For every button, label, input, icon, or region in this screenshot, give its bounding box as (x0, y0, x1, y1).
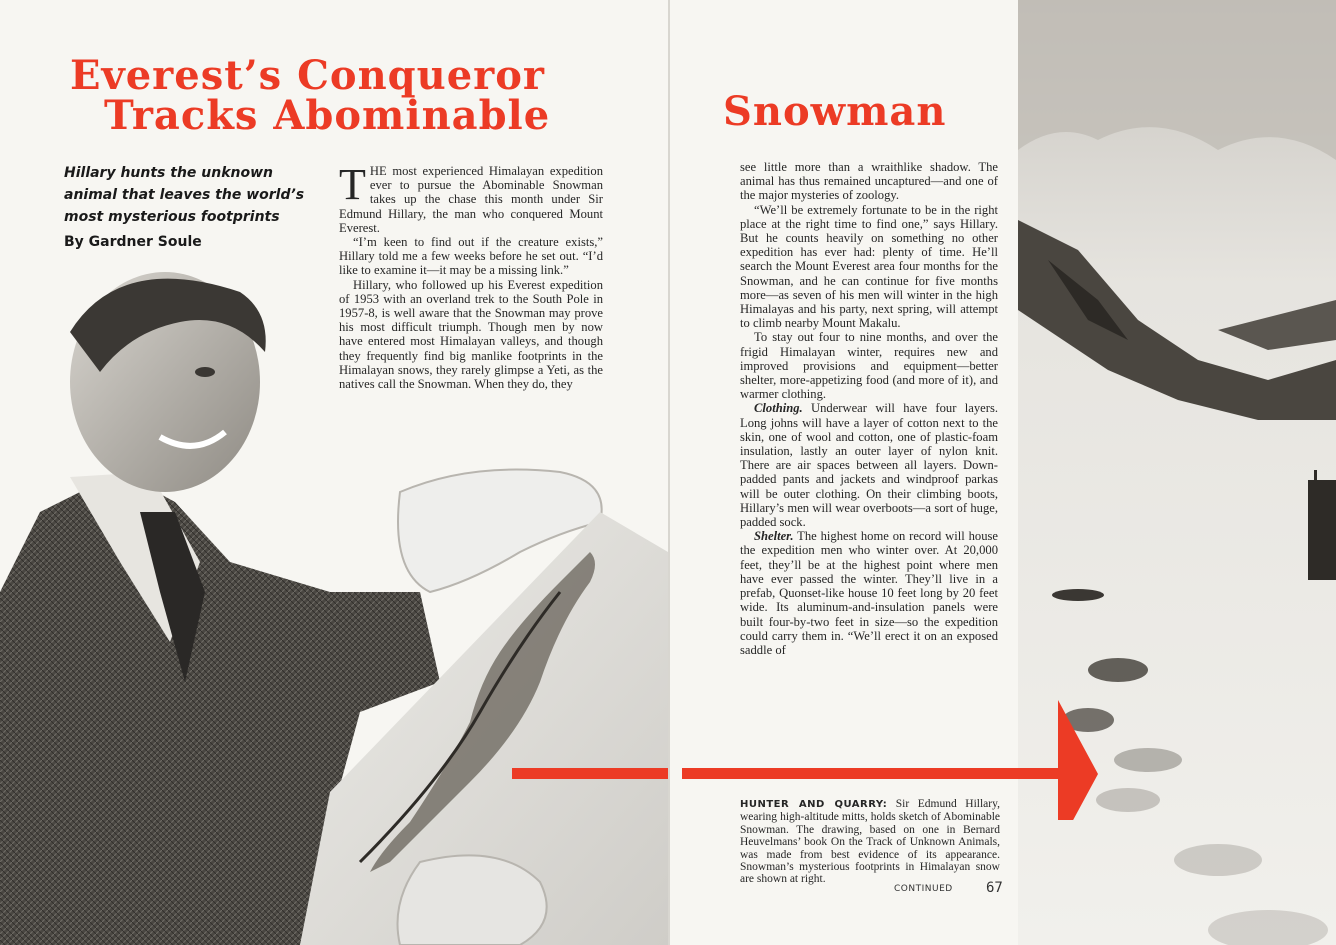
byline: By Gardner Soule (64, 234, 202, 250)
article-column-right (740, 160, 998, 657)
paragraph: THE most experienced Himalayan expedition ever to pursue the Abominable Snowman takes up the chase this month under Sir Edmund Hillary, the man who conquered Mount Everest. (339, 160, 603, 235)
paragraph: “I’m keen to find out if the creature exists,” Hillary told me a few weeks before he set out. “I’d like to examine it—it may be a missing link.” (339, 235, 603, 278)
right-page (670, 0, 1336, 945)
page-number: 67 (986, 880, 1003, 896)
headline-line-2: Tracks Abominable (104, 92, 551, 139)
paragraph: “We’ll be extremely fortunate to be in the right place at the right time to find one,” says Hillary. But he counts heavily on something no other expedition has ever had: plenty of time. He’ll search the Mount Everest area four months for the Snowman, and he can continue for five months more—as seven of his men will winter in the high Himalayas and his party, next spring, will attempt to climb nearby Mount Makalu. (740, 202, 998, 331)
drop-cap: T (339, 160, 366, 209)
article-deck: Hillary hunts the unknown animal that leaves the world’s most mysterious footprints (64, 165, 305, 225)
paragraph: Shelter. The highest home on record will house the expedition men who winter over. At 20,000 feet, they’ll be at the highest point where men have ever passed the winter. They’ll live in a prefab, Quonset-like house 10 feet long by 20 feet wide. Its aluminum-and-insulation panels were built four-by-two feet in size—so the expedition could carry them in. “We’ll erect it on an exposed saddle of (740, 529, 998, 657)
paragraph: see little more than a wraithlike shadow. The animal has thus remained uncaptured—and one of the major mysteries of zoology. (740, 160, 998, 203)
paragraph: To stay out four to nine months, and over the frigid Himalayan winter, requires new and improved provisions and equipment—better shelter, more-appetizing food (and more of it), and warmer clothing. (740, 330, 998, 402)
run-in-head: Shelter. (754, 529, 794, 544)
hillary-photo (0, 262, 668, 945)
paragraph: Hillary, who followed up his Everest expedition of 1953 with an overland trek to the South Pole in 1957-8, is well aware that the Snowman may prove his most difficult triumph. Though men by now have entered most Himalayan valleys, and though they frequently find big manlike footprints in the Himalayan snows, they rarely glimpse a Yeti, as the natives call the Snowman. When they do, they (339, 277, 603, 392)
paragraph: Clothing. Underwear will have four layers. Long johns will have a layer of cotton next to the skin, one of wool and cotton, one of plastic-foam insulation, lastly an outer layer of nylon knit. There are air spaces between all layers. Down-padded pants and jackets and windproof parkas will be outer clothing. On their climbing boots, Hillary’s men will wear overboots—a sort of huge, padded sock. (740, 401, 998, 530)
caption-head: HUNTER AND QUARRY: (740, 799, 888, 810)
run-in-head: Clothing. (754, 401, 803, 416)
photo-caption: HUNTER AND QUARRY: Sir Edmund Hillary, wearing high-altitude mitts, holds sketch of Abominable Snowman. The drawing, based on one in Bernard Heuvelmans’ book On the Track of Unknown Animals, was made from best evidence of its appearance. Snowman’s mysterious footprints in Himalayan snow are shown at right. (740, 798, 1000, 886)
headline-line-1: Everest’s Conqueror (70, 52, 545, 99)
arrow-bar-left (512, 768, 668, 779)
headline-line-3: Snowman (723, 88, 947, 135)
continued-label: CONTINUED (894, 884, 953, 894)
